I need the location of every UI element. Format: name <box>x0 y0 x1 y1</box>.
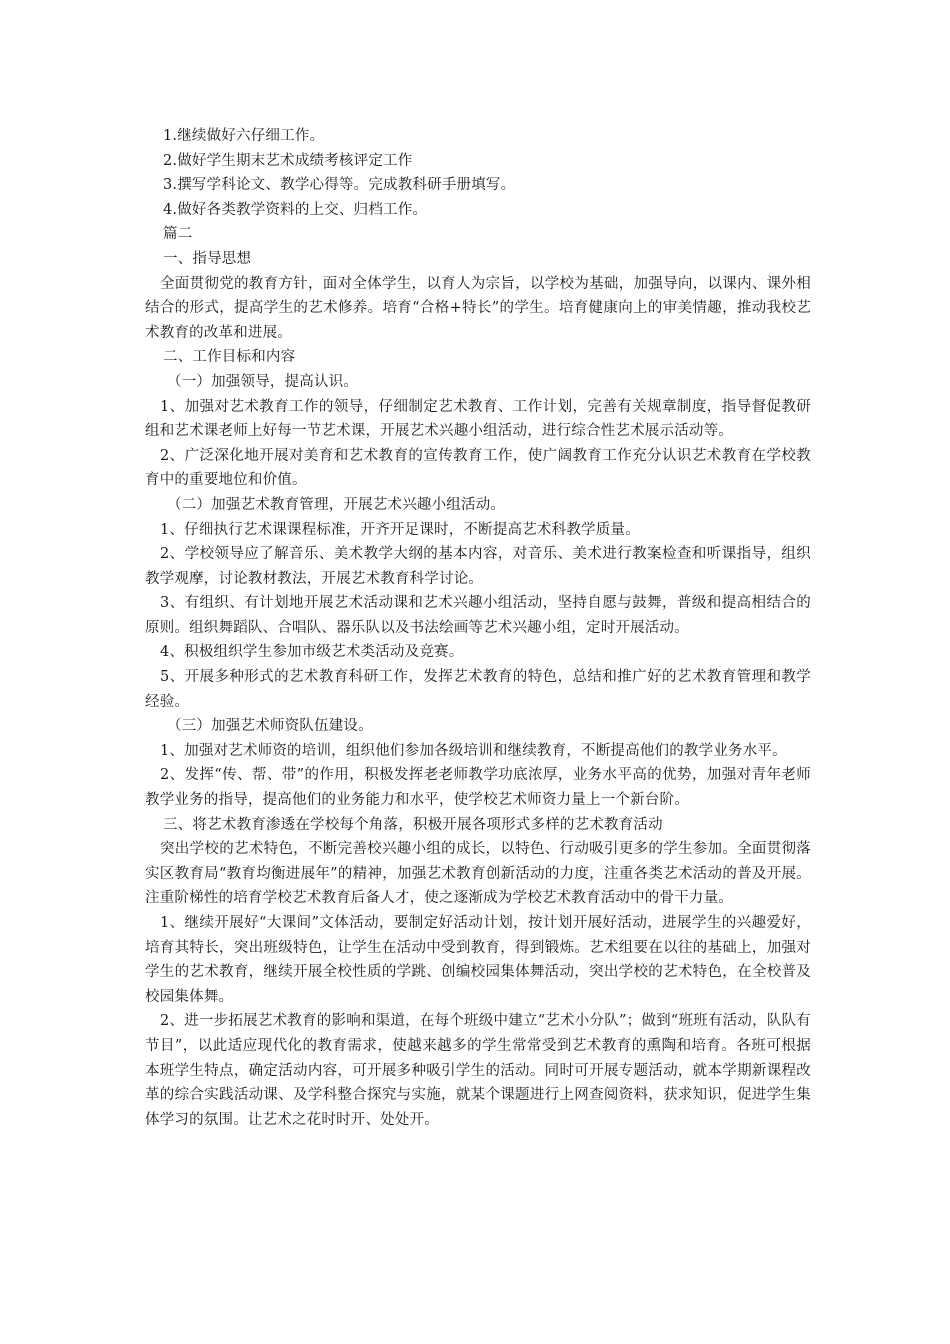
body-paragraph: 1、仔细执行艺术课课程标准，开齐开足课时，不断提高艺术科教学质量。 <box>160 521 640 538</box>
section-heading-part-two: 篇二 <box>163 226 193 243</box>
body-paragraph: 2、进一步拓展艺术教育的影响和渠道，在每个班级中建立“艺术小分队”；做到“班班有活动，队队有节目”，以此适应现代化的教育需求，使越来越多的学生常常受到艺术教育的熏陶和培育。各班可根据本班学生特点，确定活动内容，可开展多种吸引学生的活动。同时可开展专题活动，就本学期新课程改革的综合实践活动课、及学科整合探究与实施，就某个课题进行上网查阅资料，获求知识，促进学生集体学习的氛围。让艺术之花时时开、处处开。 <box>145 1013 811 1128</box>
body-paragraph: 突出学校的艺术特色，不断完善校兴趣小组的成长，以特色、行动吸引更多的学生参加。全面贯彻落实区教育局“教育均衡进展年”的精神，加强艺术教育创新活动的力度，注重各类艺术活动的普及开展。注重阶梯性的培育学校艺术教育后备人才，使之逐渐成为学校艺术教育活动中的骨干力量。 <box>145 841 811 907</box>
list-item-1: 1.继续做好六仔细工作。 <box>163 128 325 144</box>
section-heading-goals-content: 二、工作目标和内容 <box>163 349 296 366</box>
body-paragraph: 1、加强对艺术师资的培训，组织他们参加各级培训和继续教育，不断提高他们的教学业务水平。 <box>160 742 787 759</box>
body-paragraph: 1、加强对艺术教育工作的领导，仔细制定艺术教育、工作计划，完善有关规章制度，指导督促教研组和艺术课老师上好每一节艺术课，开展艺术兴趣小组活动，进行综合性艺术展示活动等。 <box>145 398 811 440</box>
body-paragraph: 3、有组织、有计划地开展艺术活动课和艺术兴趣小组活动，坚持自愿与鼓舞，普级和提高相结合的原则。组织舞蹈队、合唱队、器乐队以及书法绘画等艺术兴趣小组，定时开展活动。 <box>145 595 811 636</box>
list-item-4: 4.做好各类教学资料的上交、归档工作。 <box>163 201 428 218</box>
subsection-heading-3: （三）加强艺术师资队伍建设。 <box>167 718 373 735</box>
body-paragraph: 2、广泛深化地开展对美育和艺术教育的宣传教育工作，使广阔教育工作充分认识艺术教育在学校教育中的重要地位和价值。 <box>145 447 811 489</box>
document-page <box>145 124 811 1132</box>
section-heading-guiding-ideology: 一、指导思想 <box>163 250 252 267</box>
body-paragraph: 2、发挥“传、帮、带”的作用，积极发挥老老师教学功底浓厚，业务水平高的优势，加强对青年老师教学业务的指导，提高他们的业务能力和水平，使学校艺术师资力量上一个新台阶。 <box>145 767 811 809</box>
body-paragraph: 4、积极组织学生参加市级艺术类活动及竞赛。 <box>160 644 464 661</box>
subsection-heading-1: （一）加强领导，提高认识。 <box>167 373 359 390</box>
subsection-heading-2: （二）加强艺术教育管理，开展艺术兴趣小组活动。 <box>167 496 506 513</box>
list-item-2: 2.做好学生期末艺术成绩考核评定工作 <box>163 152 413 169</box>
list-item-3: 3.撰写学科论文、教学心得等。完成教科研手册填写。 <box>163 177 516 194</box>
body-paragraph: 1、继续开展好“大课间”文体活动，要制定好活动计划，按计划开展好活动，进展学生的兴趣爱好，培育其特长，突出班级特色，让学生在活动中受到教育，得到锻炼。艺术组要在以往的基础上，加强对学生的艺术教育，继续开展全校性质的学跳、创编校园集体舞活动，突出学校的艺术特色，在全校普及校园集体舞。 <box>145 915 811 1005</box>
body-paragraph: 2、学校领导应了解音乐、美术教学大纲的基本内容，对音乐、美术进行教案检查和听课指导，组织教学观摩，讨论教材教法，开展艺术教育科学讨论。 <box>145 546 811 587</box>
section-heading-art-activities: 三、将艺术教育渗透在学校每个角落，积极开展各项形式多样的艺术教育活动 <box>163 816 663 833</box>
body-paragraph: 5、开展多种形式的艺术教育科研工作，发挥艺术教育的特色，总结和推广好的艺术教育管理和教学经验。 <box>145 669 811 710</box>
body-paragraph: 全面贯彻党的教育方针，面对全体学生，以育人为宗旨，以学校为基础，加强导向，以课内、课外相结合的形式，提高学生的艺术修养。培育“合格+特长”的学生。培育健康向上的审美情趣，推动我校艺术教育的改革和进展。 <box>145 275 811 341</box>
